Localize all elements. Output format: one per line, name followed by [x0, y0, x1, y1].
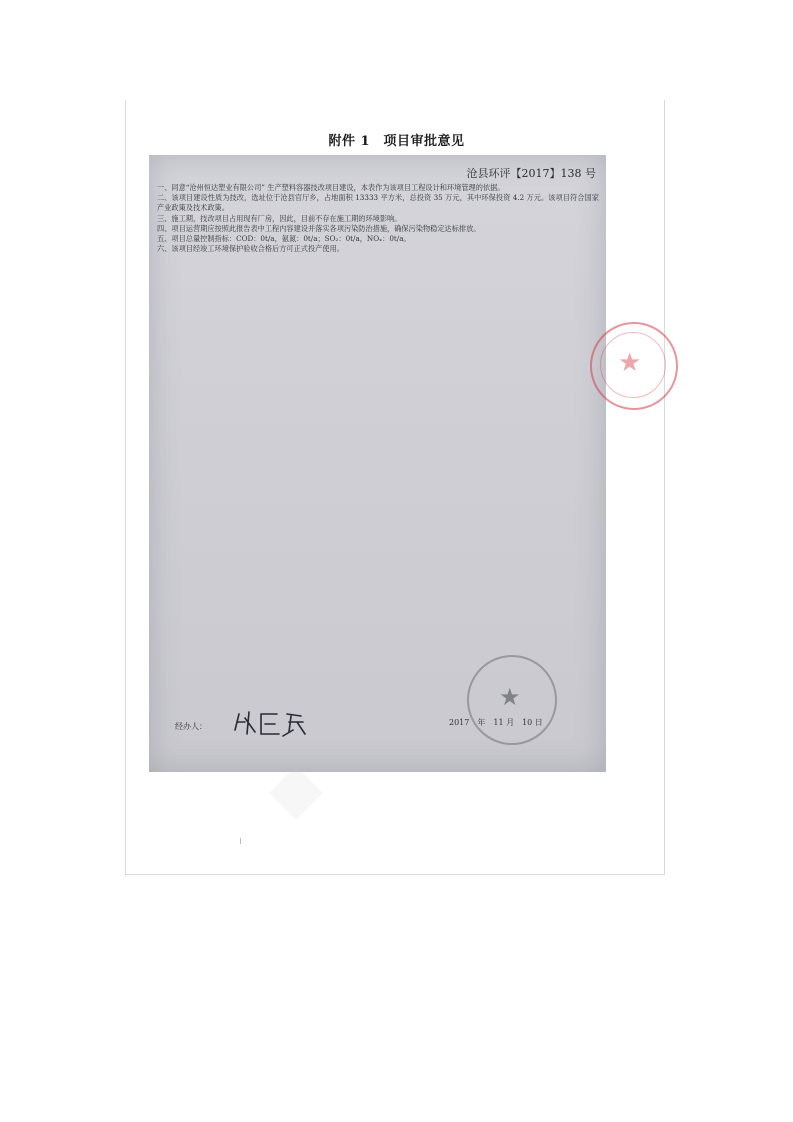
- approval-paragraph: 二、该项目建设性质为技改，选址位于沧县官厅乡，占地面积 13333 平方米，总投资 35 万元，其中环保投资 4.2 万元。该项目符合国家产业政策及技术政策。: [157, 193, 599, 213]
- approval-paragraph: 三、施工期，技改项目占用现有厂房，因此，目前不存在施工期的环境影响。: [157, 213, 402, 223]
- handwritten-signature: [231, 708, 321, 738]
- official-seal: [467, 655, 557, 745]
- approval-date: 2017 年 11 月 10 日: [449, 718, 543, 727]
- approval-paragraph: 五、项目总量控制指标：COD：0t/a，氨氮：0t/a；SO₂：0t/a，NOₓ：0t/a。: [157, 234, 411, 244]
- red-official-stamp: [590, 322, 678, 410]
- scan-frame-left-edge: [125, 100, 126, 875]
- approval-paragraph: 四、项目运营期应按照此报告表中工程内容建设并落实各项污染防治措施，确保污染物稳定达标排放。: [157, 223, 481, 233]
- scan-frame-bottom-edge: [125, 874, 665, 875]
- watermark: ◆: [269, 745, 323, 828]
- signature-label: 经办人：: [175, 722, 207, 731]
- stamp-star-icon: ★: [618, 348, 642, 378]
- document-title: 附件 1 项目审批意见: [328, 134, 465, 149]
- seal-star-icon: ★: [499, 683, 521, 711]
- pencil-mark: [240, 838, 241, 844]
- scan-frame-right-edge: [664, 100, 665, 875]
- approval-paragraph: 六、该项目经竣工环境保护验收合格后方可正式投产使用。: [157, 244, 344, 254]
- approval-number: 沧县环评【2017】138 号: [466, 167, 596, 180]
- scanned-approval-document: [149, 155, 606, 828]
- approval-paragraph: 一、同意“沧州恒达塑业有限公司” 生产塑料容器技改项目建设，本表作为该项目工程设计和环境管理的依据。: [157, 183, 505, 192]
- approval-body: [157, 183, 599, 254]
